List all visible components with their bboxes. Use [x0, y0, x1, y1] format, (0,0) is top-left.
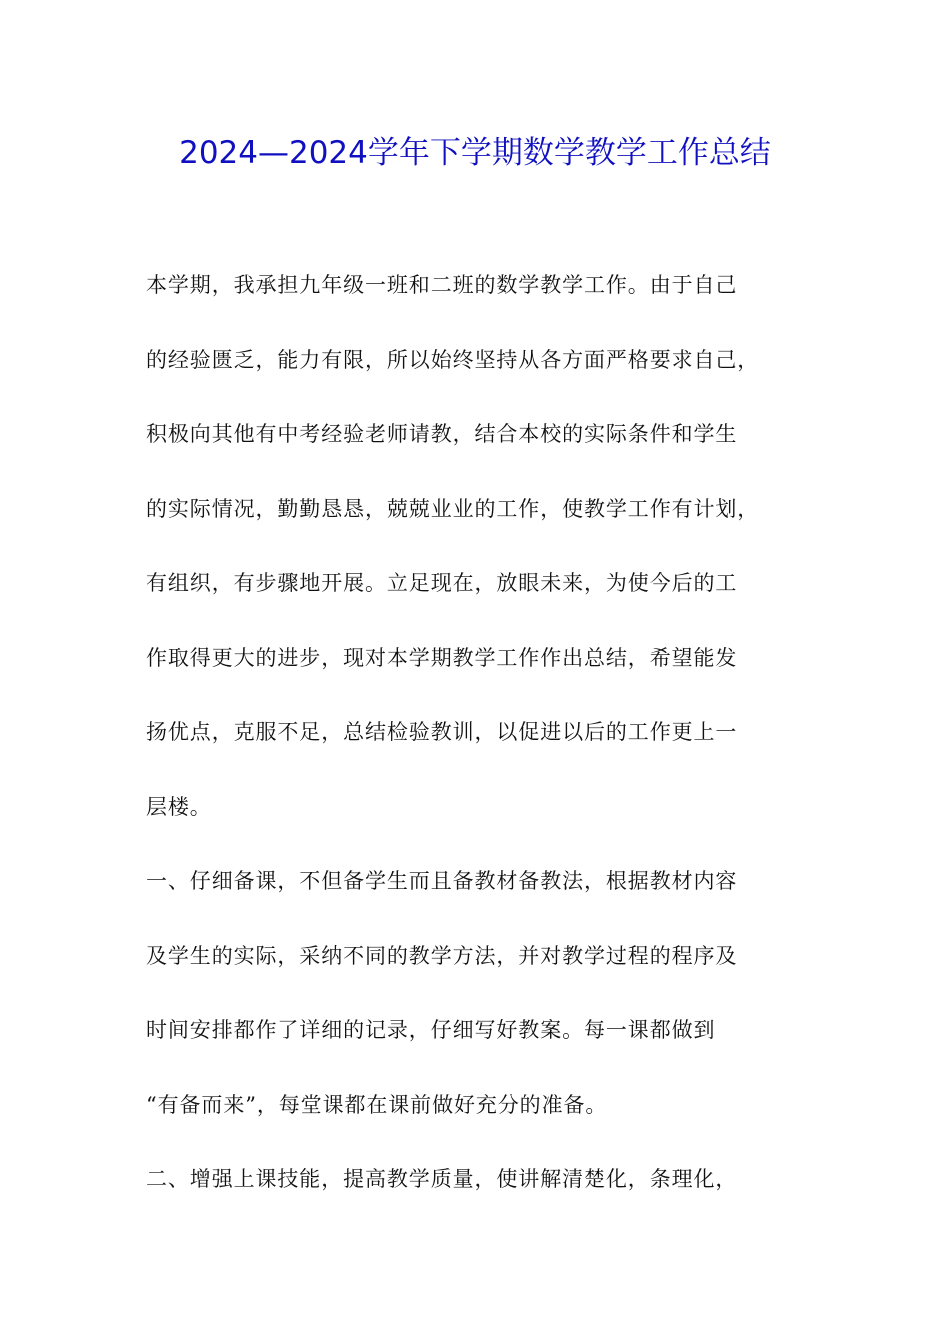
body-line: “有备而来”，每堂课都在课前做好充分的准备。: [146, 1092, 608, 1117]
body-line: 积极向其他有中考经验老师请教，结合本校的实际条件和学生: [146, 422, 738, 446]
body-line: 一、仔细备课，不但备学生而且备教材备教法，根据教材内容: [146, 869, 738, 893]
body-line: 层楼。: [146, 794, 212, 819]
body-line: 本学期，我承担九年级一班和二班的数学教学工作。由于自己: [146, 273, 738, 297]
body-line: 及学生的实际，采纳不同的教学方法，并对教学过程的程序及: [146, 943, 738, 968]
body-line: 扬优点，克服不足，总结检验教训，以促进以后的工作更上一: [146, 720, 738, 744]
body-line: 时间安排都作了详细的记录，仔细写好教案。每一课都做到: [146, 1018, 716, 1042]
body-line: 作取得更大的进步，现对本学期教学工作作出总结，希望能发: [146, 645, 738, 670]
document-title: 2024—2024学年下学期数学教学工作总结: [179, 135, 771, 171]
body-line: 的经验匮乏，能力有限，所以始终坚持从各方面严格要求自己，: [146, 347, 760, 372]
body-line: 二、增强上课技能，提高教学质量，使讲解清楚化，条理化，: [146, 1167, 738, 1191]
body-line: 的实际情况，勤勤恳恳，兢兢业业的工作，使教学工作有计划，: [146, 496, 760, 521]
body-line: 有组织，有步骤地开展。立足现在，放眼未来，为使今后的工: [146, 571, 738, 595]
document-body: [146, 264, 818, 1233]
